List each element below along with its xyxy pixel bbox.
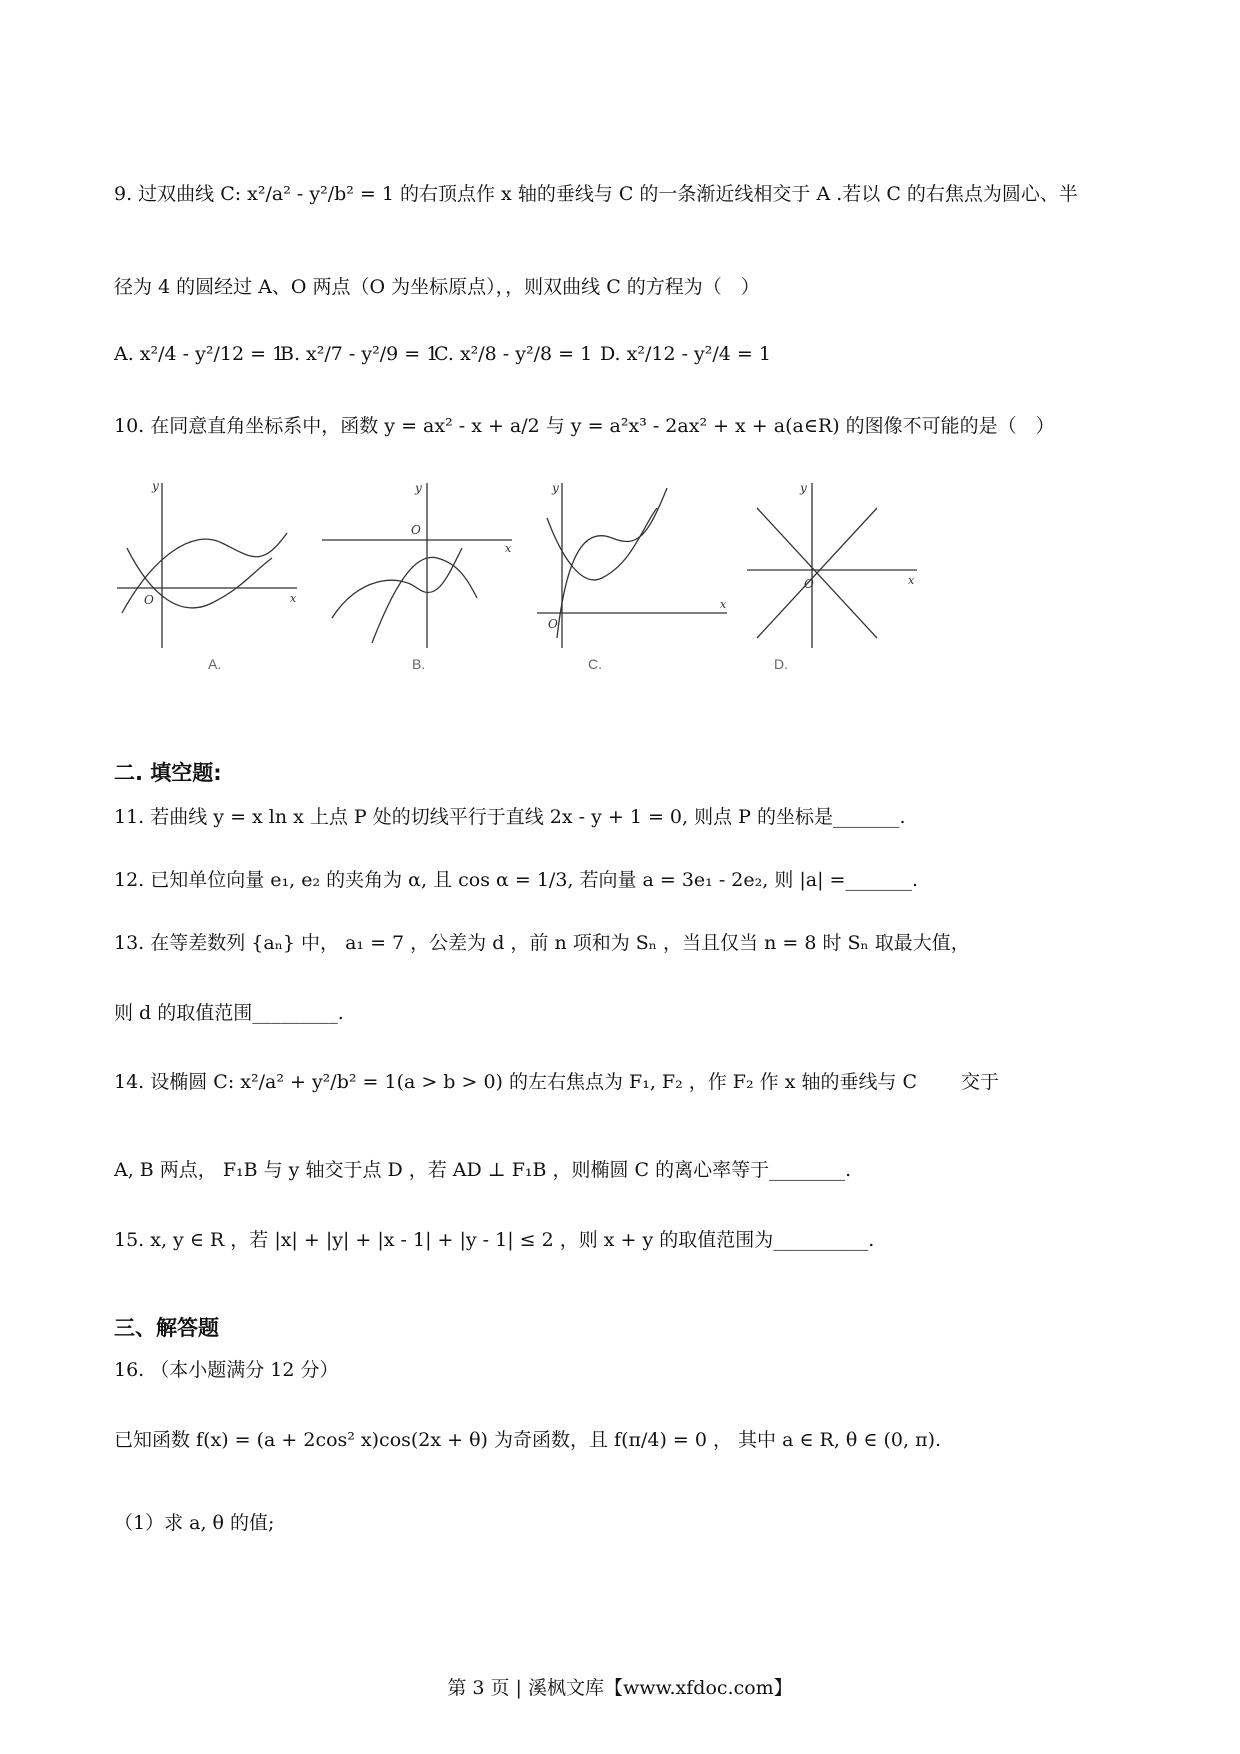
- svg-text:y: y: [152, 479, 159, 493]
- figure-a-graph: [112, 478, 302, 653]
- q16-line1: 已知函数 f(x) = (a + 2cos² x)cos(2x + θ) 为奇函数，且 f(π/4) = 0 ， 其中 a ∈ R, θ ∈ (0, π).: [114, 1429, 942, 1451]
- q9-line1: 9. 过双曲线 C: x²/a² - y²/b² = 1 的右顶点作 x 轴的垂线与 C 的一条渐近线相交于 A .若以 C 的右焦点为圆心、半: [114, 183, 1078, 205]
- svg-text:x: x: [908, 574, 915, 587]
- figure-a-label: A.: [208, 656, 222, 672]
- svg-text:x: x: [290, 592, 297, 605]
- svg-text:y: y: [552, 481, 559, 495]
- svg-text:O: O: [804, 577, 814, 591]
- q9-option-b: B. x²/7 - y²/9 = 1: [280, 343, 439, 365]
- q11-text: 11. 若曲线 y = x ln x 上点 P 处的切线平行于直线 2x - y + 1 = 0, 则点 P 的坐标是_______.: [114, 806, 906, 828]
- q9-option-d: D. x²/12 - y²/4 = 1: [600, 343, 771, 365]
- figure-d-label: D.: [774, 656, 788, 672]
- section-2-heading: 二. 填空题:: [114, 761, 222, 785]
- figure-b-graph: [317, 478, 517, 653]
- q14-line1: 14. 设椭圆 C: x²/a² + y²/b² = 1(a > b > 0) 的左右焦点为 F₁, F₂ ，作 F₂ 作 x 轴的垂线与 C 交于: [114, 1071, 1000, 1093]
- figure-d-graph: [742, 478, 922, 653]
- figure-c-graph: [532, 478, 732, 653]
- q10-figure-row: [112, 478, 952, 678]
- q9-option-c: C. x²/8 - y²/8 = 1: [434, 343, 593, 365]
- svg-text:x: x: [505, 542, 512, 555]
- q15-text: 15. x, y ∈ R ，若 |x| + |y| + |x - 1| + |y - 1| ≤ 2 ，则 x + y 的取值范围为__________.: [114, 1229, 875, 1251]
- svg-text:O: O: [144, 593, 154, 607]
- section-3-heading: 三、解答题: [114, 1316, 219, 1340]
- svg-text:y: y: [800, 481, 807, 495]
- figure-c-label: C.: [588, 656, 602, 672]
- q14-line2: A, B 两点， F₁B 与 y 轴交于点 D ，若 AD ⊥ F₁B ，则椭圆 C 的离心率等于________.: [114, 1159, 852, 1181]
- q9-line2: 径为 4 的圆经过 A、O 两点（O 为坐标原点），，则双曲线 C 的方程为（ ）: [114, 276, 760, 298]
- figure-b-label: B.: [412, 656, 426, 672]
- q13-line1: 13. 在等差数列 {aₙ} 中， a₁ = 7 ，公差为 d ，前 n 项和为 Sₙ ，当且仅当 n = 8 时 Sₙ 取最大值，: [114, 932, 970, 954]
- q13-line2: 则 d 的取值范围_________.: [114, 1002, 344, 1024]
- q9-option-a: A. x²/4 - y²/12 = 1: [114, 343, 285, 365]
- q16-header: 16. （本小题满分 12 分）: [114, 1359, 339, 1381]
- svg-text:O: O: [548, 617, 558, 631]
- q16-part1: （1）求 a, θ 的值;: [114, 1512, 275, 1534]
- page-footer: 第 3 页 | 溪枫文库【www.xfdoc.com】: [447, 1677, 793, 1699]
- svg-text:y: y: [415, 481, 422, 495]
- q12-text: 12. 已知单位向量 e₁, e₂ 的夹角为 α, 且 cos α = 1/3, 若向量 a = 3e₁ - 2e₂, 则 |a| =_______.: [114, 869, 918, 891]
- svg-text:O: O: [411, 523, 421, 537]
- svg-text:x: x: [720, 598, 727, 611]
- q10-text: 10. 在同意直角坐标系中，函数 y = ax² - x + a/2 与 y = a²x³ - 2ax² + x + a(a∈R) 的图像不可能的是（ ）: [114, 415, 1055, 437]
